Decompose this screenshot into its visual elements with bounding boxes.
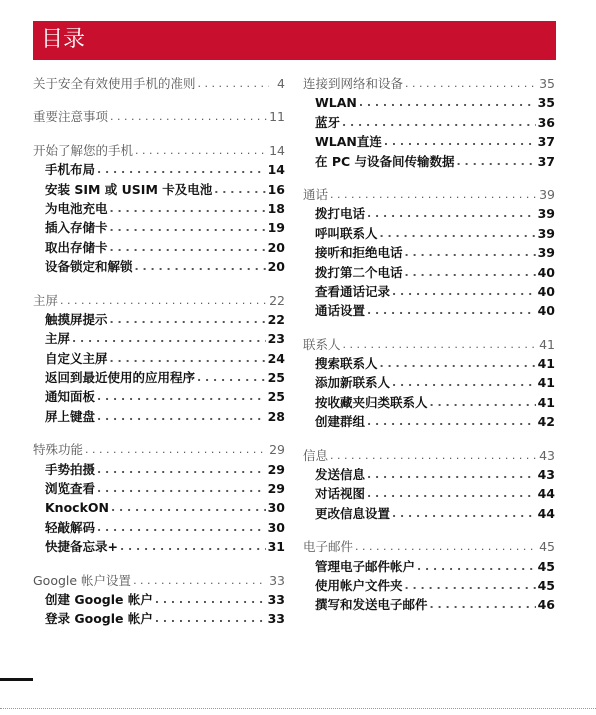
toc-page-number: 39 (539, 186, 555, 202)
toc-dot-leader (97, 518, 266, 537)
toc-entry-title: 触摸屏提示 (45, 311, 108, 327)
toc-entry[interactable] (33, 609, 285, 628)
toc-page-number: 14 (269, 142, 285, 158)
toc-dot-leader (330, 185, 537, 204)
toc-section-title: Google 帐户设置 (33, 572, 132, 588)
toc-entry[interactable] (303, 557, 555, 576)
toc-dot-leader (135, 141, 267, 160)
toc-entry[interactable] (303, 412, 555, 431)
toc-page-number: 30 (267, 500, 285, 516)
toc-section (303, 446, 555, 524)
toc-dot-leader (405, 576, 536, 595)
toc-page-number: 37 (537, 134, 555, 150)
toc-page-number: 41 (539, 336, 555, 352)
toc-entry[interactable] (303, 576, 555, 595)
toc-page-number: 25 (267, 389, 285, 405)
toc-entry[interactable] (33, 310, 285, 329)
toc-dot-leader (405, 263, 536, 282)
toc-page-number: 11 (269, 109, 285, 125)
page-title: 目录 (41, 27, 86, 52)
toc-section-title: 信息 (303, 447, 329, 463)
toc-page-number: 19 (267, 220, 285, 236)
toc-page-number: 44 (537, 486, 555, 502)
toc-entry[interactable] (303, 301, 555, 320)
toc-page-number: 30 (267, 519, 285, 535)
toc-entry-title: 通话设置 (315, 303, 366, 319)
toc-entry[interactable] (303, 132, 555, 151)
toc-page-number: 18 (267, 200, 285, 216)
toc-dot-leader (430, 393, 536, 412)
toc-entry-title: 手势拍摄 (45, 461, 96, 477)
toc-dot-leader (155, 609, 266, 628)
toc-page-number: 25 (267, 370, 285, 386)
toc-entry-title: 轻敲解码 (45, 519, 96, 535)
toc-page-number: 41 (537, 375, 555, 391)
toc-entry-title: KnockON (45, 500, 109, 516)
toc-page-number: 40 (537, 264, 555, 280)
toc-dot-leader (384, 132, 536, 151)
toc-dot-leader (198, 74, 269, 93)
toc-dot-leader (111, 498, 266, 517)
toc-dot-leader (380, 224, 536, 243)
page-footer-divider (0, 708, 596, 709)
toc-entry-title: 接听和拒绝电话 (315, 245, 403, 261)
toc-entry-title: WLAN直连 (315, 134, 382, 150)
toc-entry[interactable] (303, 393, 555, 412)
toc-dot-leader (110, 199, 266, 218)
toc-page-number: 45 (537, 558, 555, 574)
toc-section-title: 通话 (303, 186, 329, 202)
toc-entry[interactable] (303, 243, 555, 262)
toc-dot-leader (97, 479, 266, 498)
toc-section-entry[interactable] (303, 335, 555, 354)
toc-entry-title: 蓝牙 (315, 114, 341, 130)
toc-entry[interactable] (303, 504, 555, 523)
toc-page-number: 28 (267, 408, 285, 424)
toc-dot-leader (343, 335, 538, 354)
toc-page-number: 4 (277, 75, 285, 91)
toc-page-number: 41 (537, 356, 555, 372)
toc-entry-title: 添加新联系人 (315, 375, 391, 391)
toc-entry[interactable] (303, 373, 555, 392)
toc-page-number: 45 (537, 577, 555, 593)
toc-entry[interactable] (303, 113, 555, 132)
page-footer-bar (0, 678, 33, 681)
toc-entry[interactable] (33, 518, 285, 537)
toc-section (303, 74, 555, 171)
toc-page-number: 35 (539, 75, 555, 91)
toc-entry-title: 使用帐户文件夹 (315, 577, 403, 593)
toc-entry[interactable] (33, 257, 285, 276)
toc-entry-title: 撰写和发送电子邮件 (315, 597, 428, 613)
toc-entry[interactable] (33, 218, 285, 237)
toc-page-number: 46 (537, 597, 555, 613)
toc-dot-leader (110, 238, 266, 257)
toc-section-entry[interactable] (303, 537, 555, 556)
toc-entry[interactable] (33, 349, 285, 368)
toc-dot-leader (135, 257, 266, 276)
toc-dot-leader (392, 282, 536, 301)
toc-page-number: 20 (267, 239, 285, 255)
toc-section-title: 特殊功能 (33, 442, 84, 458)
toc-entry[interactable] (33, 537, 285, 556)
toc-page-number: 33 (267, 611, 285, 627)
toc-page-number: 35 (537, 95, 555, 111)
toc-dot-leader (120, 537, 266, 556)
toc-dot-leader (97, 160, 266, 179)
toc-dot-leader (380, 354, 536, 373)
toc-dot-leader (133, 571, 267, 590)
toc-entry-title: 对话视图 (315, 486, 366, 502)
toc-section-entry[interactable] (33, 141, 285, 160)
toc-section (33, 141, 285, 277)
toc-entry-title: WLAN (315, 95, 357, 111)
toc-dot-leader (110, 349, 266, 368)
toc-page-number: 37 (537, 153, 555, 169)
toc-entry-title: 自定义主屏 (45, 350, 108, 366)
toc-dot-leader (457, 152, 536, 171)
toc-page-number: 29 (267, 481, 285, 497)
toc-dot-leader (430, 595, 536, 614)
toc-page-number: 45 (539, 539, 555, 555)
toc-entry[interactable] (33, 387, 285, 406)
toc-dot-leader (155, 590, 266, 609)
toc-section-title: 联系人 (303, 336, 341, 352)
toc-entry[interactable] (33, 590, 285, 609)
toc-page-number: 41 (537, 394, 555, 410)
toc-dot-leader (97, 387, 266, 406)
toc-entry[interactable] (303, 484, 555, 503)
toc-entry-title: 发送信息 (315, 467, 366, 483)
toc-dot-leader (417, 557, 536, 576)
toc-section (33, 291, 285, 427)
toc-dot-leader (330, 446, 537, 465)
toc-entry-title: 手机布局 (45, 162, 96, 178)
toc-entry[interactable] (33, 368, 285, 387)
toc-dot-leader (367, 412, 536, 431)
toc-section-entry[interactable] (303, 185, 555, 204)
toc-page-number: 43 (539, 447, 555, 463)
toc-page-number: 22 (269, 292, 285, 308)
toc-dot-leader (405, 74, 537, 93)
toc-entry-title: 快捷备忘录+ (45, 539, 118, 555)
toc-section-title: 关于安全有效使用手机的准则 (33, 75, 196, 91)
toc-entry[interactable] (303, 465, 555, 484)
toc-page-number: 29 (269, 442, 285, 458)
toc-entry-title: 在 PC 与设备间传输数据 (315, 153, 455, 169)
toc-entry-title: 设备锁定和解锁 (45, 259, 133, 275)
toc-page-number: 39 (537, 225, 555, 241)
toc-dot-leader (367, 465, 536, 484)
toc-dot-leader (342, 113, 536, 132)
toc-right-column (303, 74, 555, 629)
toc-page-number: 39 (537, 245, 555, 261)
toc-entry-title: 主屏 (45, 331, 71, 347)
toc-section-title: 主屏 (33, 292, 59, 308)
toc-entry[interactable] (33, 407, 285, 426)
toc-entry-title: 拨打电话 (315, 206, 366, 222)
toc-page-number: 39 (537, 206, 555, 222)
toc-section (303, 335, 555, 432)
toc-section-entry[interactable] (33, 440, 285, 459)
toc-section (33, 440, 285, 556)
toc-entry[interactable] (303, 595, 555, 614)
toc-entry[interactable] (303, 204, 555, 223)
toc-dot-leader (214, 180, 265, 199)
toc-entry[interactable] (303, 282, 555, 301)
toc-entry-title: 取出存储卡 (45, 239, 108, 255)
toc-left-column (33, 74, 285, 643)
toc-entry-title: 搜索联系人 (315, 356, 378, 372)
toc-section (33, 571, 285, 629)
toc-dot-leader (367, 204, 536, 223)
toc-section-title: 连接到网络和设备 (303, 75, 404, 91)
toc-dot-leader (110, 218, 266, 237)
toc-section (33, 74, 285, 93)
toc-header-bar (33, 21, 556, 60)
toc-entry-title: 创建 Google 帐户 (45, 591, 153, 607)
toc-section-entry[interactable] (33, 291, 285, 310)
toc-page-number: 42 (537, 414, 555, 430)
toc-entry-title: 屏上键盘 (45, 408, 96, 424)
toc-page-number: 24 (267, 350, 285, 366)
toc-entry-title: 插入存储卡 (45, 220, 108, 236)
toc-page-number: 29 (267, 461, 285, 477)
toc-page-number: 43 (537, 467, 555, 483)
toc-section (33, 107, 285, 126)
toc-section-title: 电子邮件 (303, 539, 354, 555)
toc-entry-title: 呼叫联系人 (315, 225, 378, 241)
toc-entry[interactable] (33, 460, 285, 479)
toc-dot-leader (392, 504, 536, 523)
toc-entry-title: 按收藏夹归类联系人 (315, 394, 428, 410)
toc-page-number: 31 (267, 539, 285, 555)
toc-entry-title: 管理电子邮件帐户 (315, 558, 416, 574)
toc-page-number: 16 (267, 181, 285, 197)
toc-page-number: 22 (267, 311, 285, 327)
toc-entry-title: 通知面板 (45, 389, 96, 405)
toc-entry[interactable] (303, 152, 555, 171)
toc-page-number: 36 (537, 114, 555, 130)
toc-page-number: 33 (267, 591, 285, 607)
toc-dot-leader (85, 440, 267, 459)
toc-entry[interactable] (33, 160, 285, 179)
toc-section-entry[interactable] (33, 74, 285, 93)
toc-dot-leader (97, 407, 266, 426)
toc-dot-leader (110, 310, 266, 329)
toc-entry-title: 为电池充电 (45, 200, 108, 216)
toc-dot-leader (72, 329, 266, 348)
toc-section-title: 重要注意事项 (33, 109, 109, 125)
toc-section-entry[interactable] (303, 74, 555, 93)
toc-entry[interactable] (33, 329, 285, 348)
toc-page-number: 20 (267, 259, 285, 275)
toc-entry[interactable] (33, 238, 285, 257)
toc-dot-leader (392, 373, 536, 392)
toc-entry-title: 返回到最近使用的应用程序 (45, 370, 196, 386)
toc-entry[interactable] (33, 199, 285, 218)
toc-dot-leader (60, 291, 267, 310)
toc-entry-title: 查看通话记录 (315, 283, 391, 299)
toc-dot-leader (367, 301, 536, 320)
toc-entry[interactable] (33, 498, 285, 517)
toc-entry[interactable] (303, 93, 555, 112)
toc-page-number: 40 (537, 283, 555, 299)
toc-entry[interactable] (33, 180, 285, 199)
toc-page-number: 40 (537, 303, 555, 319)
toc-entry-title: 登录 Google 帐户 (45, 611, 153, 627)
toc-section-entry[interactable] (303, 446, 555, 465)
toc-entry-title: 浏览查看 (45, 481, 96, 497)
toc-entry[interactable] (303, 224, 555, 243)
toc-dot-leader (355, 537, 537, 556)
toc-dot-leader (405, 243, 536, 262)
toc-page-number: 14 (267, 162, 285, 178)
toc-section (303, 537, 555, 615)
toc-entry-title: 创建群组 (315, 414, 366, 430)
toc-section (303, 185, 555, 321)
toc-section-title: 开始了解您的手机 (33, 142, 134, 158)
toc-dot-leader (197, 368, 266, 387)
toc-page-number: 44 (537, 505, 555, 521)
toc-section-entry[interactable] (33, 571, 285, 590)
toc-entry[interactable] (303, 263, 555, 282)
toc-section-entry[interactable] (33, 107, 285, 126)
toc-dot-leader (359, 93, 536, 112)
toc-entry[interactable] (303, 354, 555, 373)
toc-page-number: 23 (267, 331, 285, 347)
toc-entry-title: 安装 SIM 或 USIM 卡及电池 (45, 181, 213, 197)
toc-entry-title: 拨打第二个电话 (315, 264, 403, 280)
toc-dot-leader (367, 484, 536, 503)
toc-entry-title: 更改信息设置 (315, 505, 391, 521)
toc-dot-leader (110, 107, 267, 126)
toc-entry[interactable] (33, 479, 285, 498)
toc-page-number: 33 (269, 572, 285, 588)
toc-dot-leader (97, 460, 266, 479)
